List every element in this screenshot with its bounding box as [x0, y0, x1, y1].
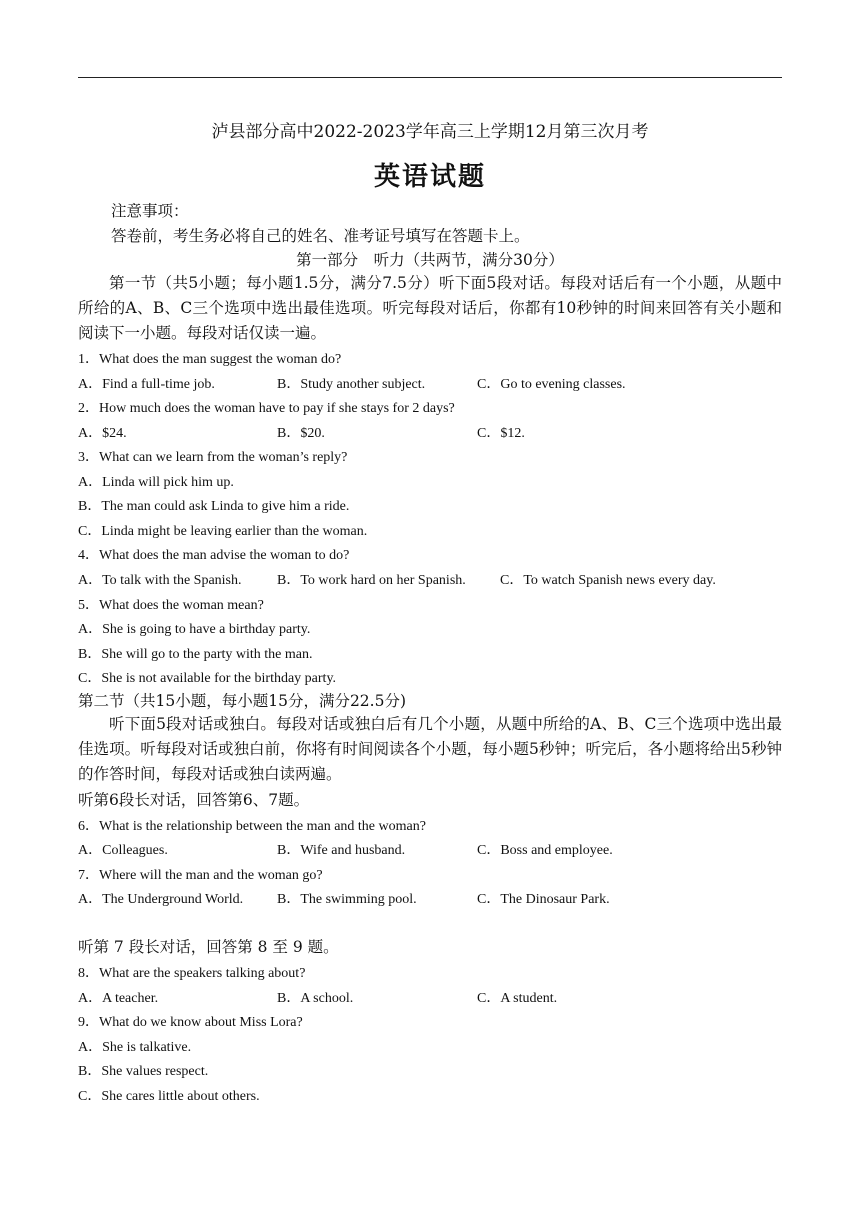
option-3b: B．The man could ask Linda to give him a ride.: [78, 499, 350, 514]
notes-heading: 注意事项：: [111, 202, 189, 220]
option-2b: B．$20.: [277, 426, 325, 441]
option-6b: B．Wife and husband.: [277, 843, 406, 858]
question-5: 5．What does the woman mean?: [78, 598, 264, 613]
option-4a: A．To talk with the Spanish.: [78, 573, 242, 588]
option-5a: A．She is going to have a birthday party.: [78, 622, 311, 637]
option-9c: C．She cares little about others.: [78, 1089, 260, 1104]
question-4: 4．What does the man advise the woman to do?: [78, 548, 350, 563]
option-4c: C．To watch Spanish news every day.: [500, 573, 716, 588]
option-8a: A．A teacher.: [78, 991, 159, 1006]
dialog-7-instruction: 听第 7 段长对话，回答第 8 至 9 题。: [78, 938, 339, 956]
option-4b: B．To work hard on her Spanish.: [277, 573, 466, 588]
question-7: 7．Where will the man and the woman go?: [78, 868, 323, 883]
exam-subtitle: 泸县部分高中2022-2023学年高三上学期12月第三次月考: [211, 122, 649, 142]
option-3a: A．Linda will pick him up.: [78, 475, 234, 490]
question-1: 1．What does the man suggest the woman do?: [78, 352, 342, 367]
option-6a: A．Colleagues.: [78, 843, 168, 858]
option-7a: A．The Underground World.: [78, 892, 244, 907]
question-3: 3．What can we learn from the woman’s reply?: [78, 450, 348, 465]
option-9b: B．She values respect.: [78, 1064, 209, 1079]
option-1a: A．Find a full-time job.: [78, 377, 215, 392]
option-2c: C．$12.: [477, 426, 525, 441]
section2-instructions: 听下面5段对话或独白。每段对话或独白后有几个小题，从题中所给的A、B、C三个选项中选出最佳选项。听每段对话或独白前，你将有时间阅读各个小题，每小题5秒钟；听完后，各小题将给出5秒钟的作答时间，每段对话或独白读两遍。: [78, 715, 782, 783]
option-8b: B．A school.: [277, 991, 354, 1006]
question-8: 8．What are the speakers talking about?: [78, 966, 306, 981]
question-6: 6．What is the relationship between the man and the woman?: [78, 819, 426, 834]
header-rule: [78, 77, 782, 78]
option-7c: C．The Dinosaur Park.: [477, 892, 610, 907]
part1-heading: 第一部分 听力（共两节，满分30分）: [296, 251, 564, 269]
option-2a: A．$24.: [78, 426, 127, 441]
question-9: 9．What do we know about Miss Lora?: [78, 1015, 303, 1030]
option-1c: C．Go to evening classes.: [477, 377, 626, 392]
section1-instructions: 第一节（共5小题；每小题1.5分，满分7.5分）听下面5段对话。每段对话后有一个小题，从题中所给的A、B、C三个选项中选出最佳选项。听完每段对话后，你都有10秒钟的时间来回答有关小题和阅读下一小题。每段对话仅读一遍。: [78, 274, 782, 342]
question-2: 2．How much does the woman have to pay if she stays for 2 days?: [78, 401, 455, 416]
notes-line: 答卷前，考生务必将自己的姓名、准考证号填写在答题卡上。: [111, 227, 530, 245]
dialog-6-instruction: 听第6段长对话，回答第6、7题。: [78, 791, 310, 809]
option-1b: B．Study another subject.: [277, 377, 426, 392]
option-3c: C．Linda might be leaving earlier than the woman.: [78, 524, 368, 539]
option-7b: B．The swimming pool.: [277, 892, 417, 907]
option-5c: C．She is not available for the birthday party.: [78, 671, 337, 686]
option-5b: B．She will go to the party with the man.: [78, 647, 313, 662]
option-8c: C．A student.: [477, 991, 558, 1006]
exam-title: 英语试题: [373, 162, 486, 192]
option-6c: C．Boss and employee.: [477, 843, 613, 858]
option-9a: A．She is talkative.: [78, 1040, 192, 1055]
section2-heading: 第二节（共15小题，每小题15分，满分22.5分): [78, 692, 407, 710]
